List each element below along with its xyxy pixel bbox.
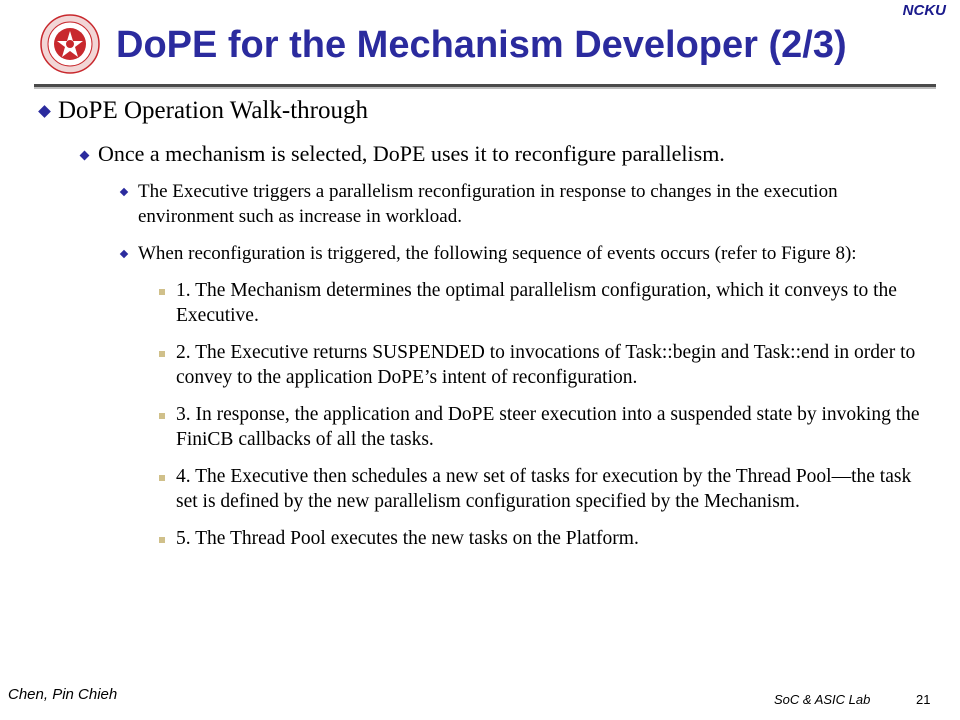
square-bullet-icon [159,289,165,295]
square-bullet-icon [159,351,165,357]
diamond-bullet-icon [80,151,90,161]
step-item [176,464,926,514]
step-text: 5. The Thread Pool executes the new tasks on the Platform. [176,528,639,549]
bullet-text: When reconfiguration is triggered, the following sequence of events occurs (refer to Figure 8): [138,243,857,264]
bullet-level1 [58,96,960,126]
diamond-bullet-icon [120,250,128,258]
square-bullet-icon [159,537,165,543]
diamond-bullet-icon [120,188,128,196]
brand-label: NCKU [902,2,946,19]
step-text: 3. In response, the application and DoPE steer execution into a suspended state by invoking the FiniCB callbacks of all the tasks. [176,404,920,450]
step-item [176,340,926,390]
bullet-level3 [138,241,920,266]
university-seal-logo [40,14,100,74]
square-bullet-icon [159,413,165,419]
step-text: 4. The Executive then schedules a new set of tasks for execution by the Thread Pool—the task set is defined by the new parallelism configuration specified by the Mechanism. [176,466,912,512]
page-number: 21 [916,692,931,707]
footer-lab: SoC & ASIC Lab [774,692,871,707]
step-item [176,402,926,452]
step-text: 2. The Executive returns SUSPENDED to invocations of Task::begin and Task::end in order to convey to the application DoPE’s intent of reconfiguration. [176,342,916,388]
bullet-level3 [138,179,920,229]
step-item [176,278,926,328]
diamond-bullet-icon [38,105,51,118]
footer-author: Chen, Pin Chieh [8,686,118,703]
title-divider-shadow [34,87,936,89]
bullet-text: The Executive triggers a parallelism reconfiguration in response to changes in the execution environment such as increase in workload. [138,181,838,227]
bullet-text: DoPE Operation Walk-through [58,97,368,124]
step-item [176,526,926,551]
step-text: 1. The Mechanism determines the optimal parallelism configuration, which it conveys to the Executive. [176,280,897,326]
slide-title: DoPE for the Mechanism Developer (2/3) [116,24,847,66]
slide-body [0,92,960,551]
square-bullet-icon [159,475,165,481]
bullet-level2 [98,141,920,167]
bullet-text: Once a mechanism is selected, DoPE uses it to reconfigure parallelism. [98,141,725,166]
